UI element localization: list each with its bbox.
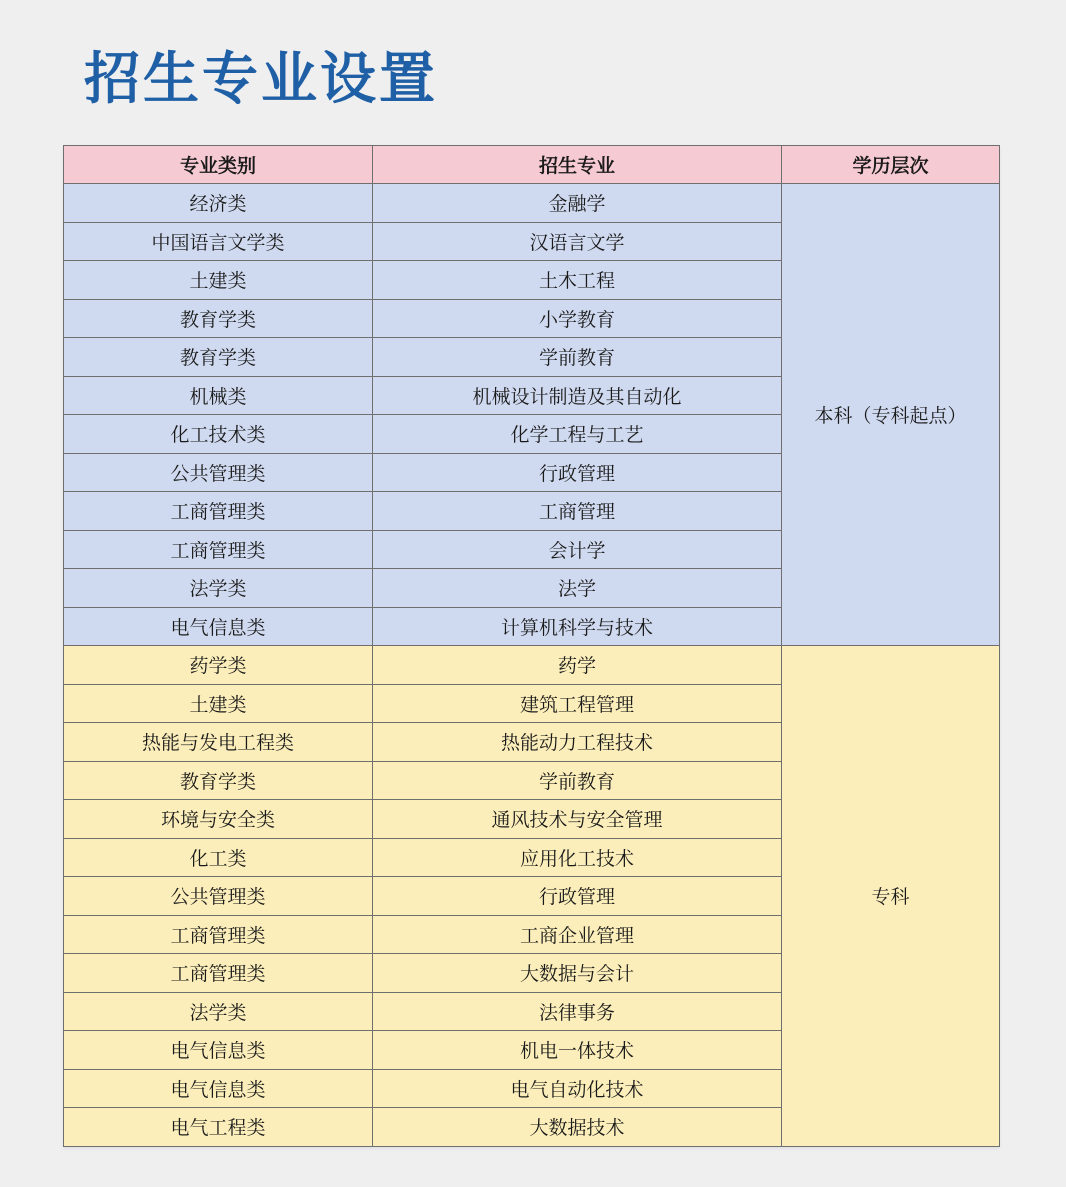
major-cell: 会计学 xyxy=(373,530,782,569)
category-cell: 公共管理类 xyxy=(64,453,373,492)
header-category: 专业类别 xyxy=(64,146,373,184)
education-level-cell: 专科 xyxy=(782,646,1000,1147)
category-cell: 土建类 xyxy=(64,684,373,723)
category-cell: 电气信息类 xyxy=(64,607,373,646)
category-cell: 环境与安全类 xyxy=(64,800,373,839)
major-cell: 工商企业管理 xyxy=(373,915,782,954)
major-cell: 学前教育 xyxy=(373,761,782,800)
category-cell: 经济类 xyxy=(64,184,373,223)
category-cell: 电气工程类 xyxy=(64,1108,373,1147)
major-cell: 化学工程与工艺 xyxy=(373,415,782,454)
major-cell: 应用化工技术 xyxy=(373,838,782,877)
major-cell: 土木工程 xyxy=(373,261,782,300)
major-cell: 药学 xyxy=(373,646,782,685)
table-header-row xyxy=(64,146,1000,184)
table-body xyxy=(64,184,1000,1147)
major-cell: 小学教育 xyxy=(373,299,782,338)
category-cell: 法学类 xyxy=(64,569,373,608)
major-cell: 行政管理 xyxy=(373,877,782,916)
category-cell: 教育学类 xyxy=(64,299,373,338)
major-cell: 法律事务 xyxy=(373,992,782,1031)
category-cell: 工商管理类 xyxy=(64,492,373,531)
category-cell: 化工技术类 xyxy=(64,415,373,454)
major-cell: 机械设计制造及其自动化 xyxy=(373,376,782,415)
table-row xyxy=(64,184,1000,223)
category-cell: 化工类 xyxy=(64,838,373,877)
category-cell: 工商管理类 xyxy=(64,954,373,993)
major-cell: 法学 xyxy=(373,569,782,608)
major-cell: 大数据与会计 xyxy=(373,954,782,993)
page-title: 招生专业设置 xyxy=(84,47,438,112)
category-cell: 教育学类 xyxy=(64,338,373,377)
category-cell: 土建类 xyxy=(64,261,373,300)
major-cell: 行政管理 xyxy=(373,453,782,492)
major-cell: 计算机科学与技术 xyxy=(373,607,782,646)
major-cell: 通风技术与安全管理 xyxy=(373,800,782,839)
majors-table xyxy=(63,145,1000,1147)
major-cell: 热能动力工程技术 xyxy=(373,723,782,762)
major-cell: 汉语言文学 xyxy=(373,222,782,261)
major-cell: 机电一体技术 xyxy=(373,1031,782,1070)
category-cell: 工商管理类 xyxy=(64,915,373,954)
category-cell: 电气信息类 xyxy=(64,1031,373,1070)
category-cell: 电气信息类 xyxy=(64,1069,373,1108)
category-cell: 热能与发电工程类 xyxy=(64,723,373,762)
category-cell: 公共管理类 xyxy=(64,877,373,916)
major-cell: 金融学 xyxy=(373,184,782,223)
header-major: 招生专业 xyxy=(373,146,782,184)
category-cell: 中国语言文学类 xyxy=(64,222,373,261)
education-level-cell: 本科（专科起点） xyxy=(782,184,1000,646)
category-cell: 机械类 xyxy=(64,376,373,415)
category-cell: 药学类 xyxy=(64,646,373,685)
major-cell: 电气自动化技术 xyxy=(373,1069,782,1108)
category-cell: 法学类 xyxy=(64,992,373,1031)
header-level: 学历层次 xyxy=(782,146,1000,184)
major-cell: 工商管理 xyxy=(373,492,782,531)
major-cell: 建筑工程管理 xyxy=(373,684,782,723)
major-cell: 学前教育 xyxy=(373,338,782,377)
table-row xyxy=(64,646,1000,685)
category-cell: 工商管理类 xyxy=(64,530,373,569)
major-cell: 大数据技术 xyxy=(373,1108,782,1147)
category-cell: 教育学类 xyxy=(64,761,373,800)
